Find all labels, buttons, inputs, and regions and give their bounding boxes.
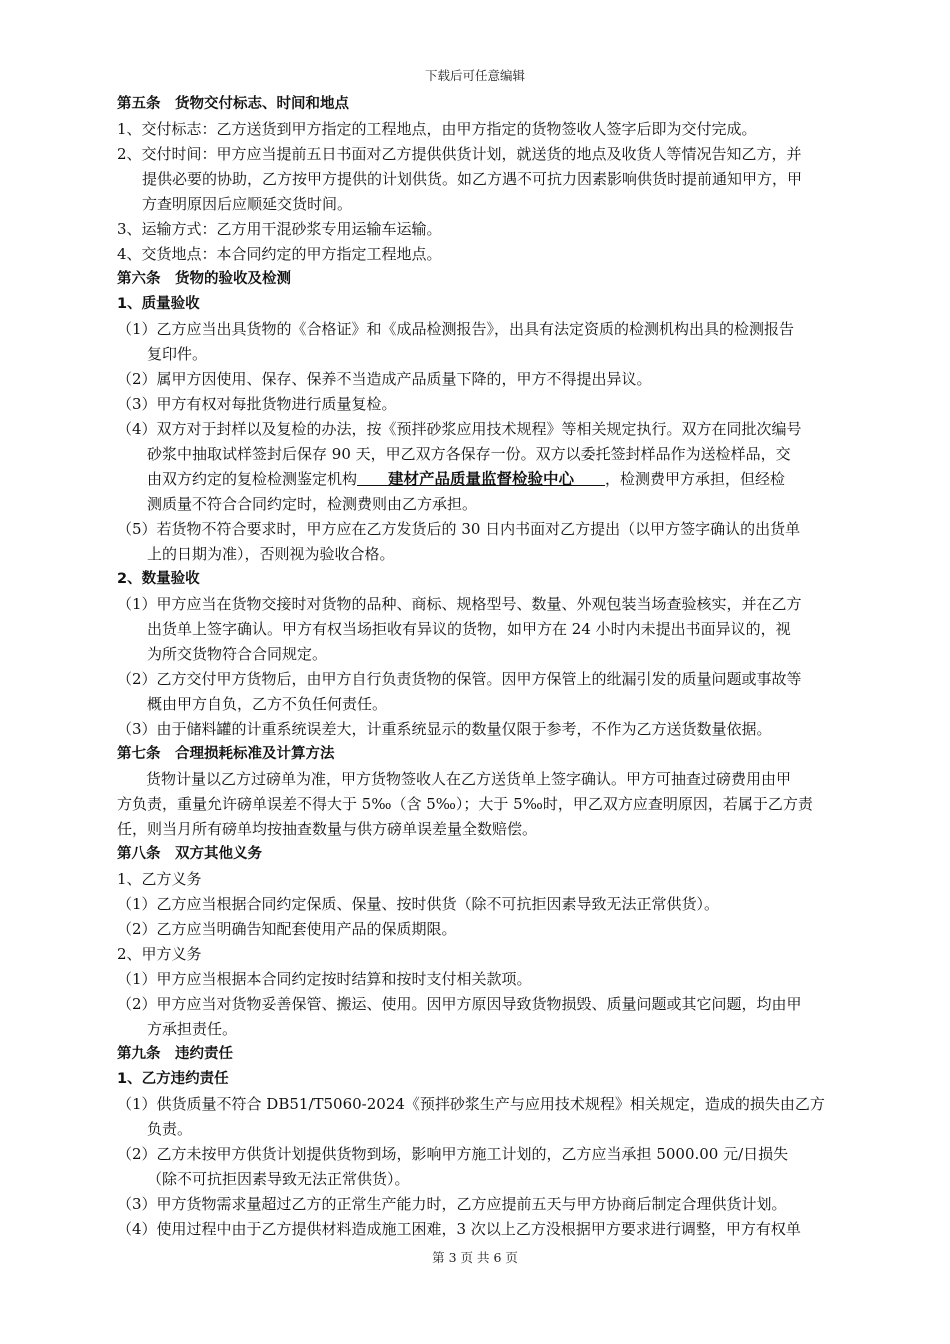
text-line: （2）属甲方因使用、保存、保养不当造成产品质量下降的，甲方不得提出异议。	[117, 370, 652, 388]
section-heading: 第六条 货物的验收及检测	[117, 271, 291, 287]
text-line: 复印件。	[147, 345, 208, 363]
text-line: （3）甲方货物需求量超过乙方的正常生产能力时，乙方应提前五天与甲方协商后制定合理供货计划。	[117, 1195, 787, 1213]
text-line: （1）乙方应当出具货物的《合格证》和《成品检测报告》，出具有法定资质的检测机构出具的检测报告	[117, 320, 795, 338]
text-line: （2）甲方应当对货物妥善保管、搬运、使用。因甲方原因导致货物损毁、质量问题或其它问题，均由甲	[117, 995, 802, 1013]
text-line: （2）乙方应当明确告知配套使用产品的保质期限。	[117, 920, 457, 938]
section-heading: 第七条 合理损耗标准及计算方法	[117, 746, 335, 762]
text-line: （1）供货质量不符合 DB51/T5060-2024《预拌砂浆生产与应用技术规程》相关规定，造成的损失由乙方	[117, 1095, 825, 1113]
text-line: （4）使用过程中由于乙方提供材料造成施工困难，3 次以上乙方没根据甲方要求进行调整，甲方有权单	[117, 1220, 801, 1238]
text-line: 1、交付标志：乙方送货到甲方指定的工程地点，由甲方指定的货物签收人签字后即为交付完成。	[117, 120, 757, 138]
text-line: （1）甲方应当在货物交接时对货物的品种、商标、规格型号、数量、外观包装当场查验核实，并在乙方	[117, 595, 802, 613]
underlined-institution: 建材产品质量监督检验中心	[357, 470, 606, 488]
text-line: 货物计量以乙方过磅单为准，甲方货物签收人在乙方送货单上签字确认。甲方可抽查过磅费用由甲	[146, 770, 792, 788]
text-line: 3、运输方式：乙方用干混砂浆专用运输车运输。	[117, 220, 442, 238]
text-line: （3）由于储料罐的计重系统误差大，计重系统显示的数量仅限于参考，不作为乙方送货数量依据。	[117, 720, 772, 738]
text-line: 砂浆中抽取试样签封后保存 90 天，甲乙双方各保存一份。双方以委托签封样品作为送检样品，交	[147, 445, 791, 463]
text-line: （1）甲方应当根据本合同约定按时结算和按时支付相关款项。	[117, 970, 532, 988]
text-line: （5）若货物不符合要求时，甲方应在乙方发货后的 30 日内书面对乙方提出（以甲方签字确认的出货单	[117, 520, 801, 538]
text-line: 提供必要的协助，乙方按甲方提供的计划供货。如乙方遇不可抗力因素影响供货时提前通知甲方，甲	[142, 170, 803, 188]
text-line: 1、乙方义务	[117, 870, 202, 888]
text-line: 测质量不符合合同约定时，检测费则由乙方承担。	[147, 495, 478, 513]
section-heading: 第九条 违约责任	[117, 1046, 233, 1062]
text-line: 方负责，重量允许磅单误差不得大于 5‰（含 5‰）；大于 5‰时，甲乙双方应查明原因，若属于乙方责	[117, 795, 813, 813]
text-line: 方查明原因后应顺延交货时间。	[142, 195, 353, 213]
text-line: 负责。	[147, 1120, 193, 1138]
text-line: （1）乙方应当根据合同约定保质、保量、按时供货（除不可抗拒因素导致无法正常供货）。	[117, 895, 720, 913]
text-line: 出货单上签字确认。甲方有权当场拒收有异议的货物，如甲方在 24 小时内未提出书面异议的，视	[147, 620, 791, 638]
text-line: 上的日期为准），否则视为验收合格。	[147, 545, 395, 563]
text-line: （4）双方对于封样以及复检的办法，按《预拌砂浆应用技术规程》等相关规定执行。双方在同批次编号	[117, 420, 802, 438]
document-body	[117, 92, 882, 1242]
text-line: （2）乙方未按甲方供货计划提供货物到场，影响甲方施工计划的，乙方应当承担 5000.00 元/日损失	[117, 1145, 789, 1163]
text-line-with-underline	[117, 467, 882, 492]
text-line: 2、甲方义务	[117, 945, 202, 963]
text-line: 4、交货地点：本合同约定的甲方指定工程地点。	[117, 245, 442, 263]
section-heading: 1、乙方违约责任	[117, 1071, 229, 1087]
text-line: 为所交货物符合合同规定。	[147, 645, 328, 663]
page-header: 下载后可任意编辑	[424, 68, 525, 83]
text-line: （2）乙方交付甲方货物后，由甲方自行负责货物的保管。因甲方保管上的纰漏引发的质量问题或事故等	[117, 670, 802, 688]
text-segment: 由双方约定的复检检测鉴定机构	[147, 470, 358, 488]
text-line: 方承担责任。	[147, 1020, 238, 1038]
section-heading: 2、数量验收	[117, 571, 200, 587]
text-line: 2、交付时间：甲方应当提前五日书面对乙方提供供货计划，就送货的地点及收货人等情况告知乙方，并	[117, 145, 802, 163]
text-line: （除不可抗拒因素导致无法正常供货）。	[147, 1170, 410, 1188]
text-line: 任，则当月所有磅单均按抽查数量与供方磅单误差量全数赔偿。	[117, 820, 538, 838]
text-segment: ，检测费甲方承担，但经检	[605, 470, 786, 488]
text-line: （3）甲方有权对每批货物进行质量复检。	[117, 395, 397, 413]
section-heading: 1、质量验收	[117, 296, 200, 312]
section-heading: 第五条 货物交付标志、时间和地点	[117, 96, 349, 112]
text-line: 概由甲方自负，乙方不负任何责任。	[147, 695, 388, 713]
page-footer: 第 3 页 共 6 页	[432, 1250, 518, 1265]
section-heading: 第八条 双方其他义务	[117, 846, 262, 862]
